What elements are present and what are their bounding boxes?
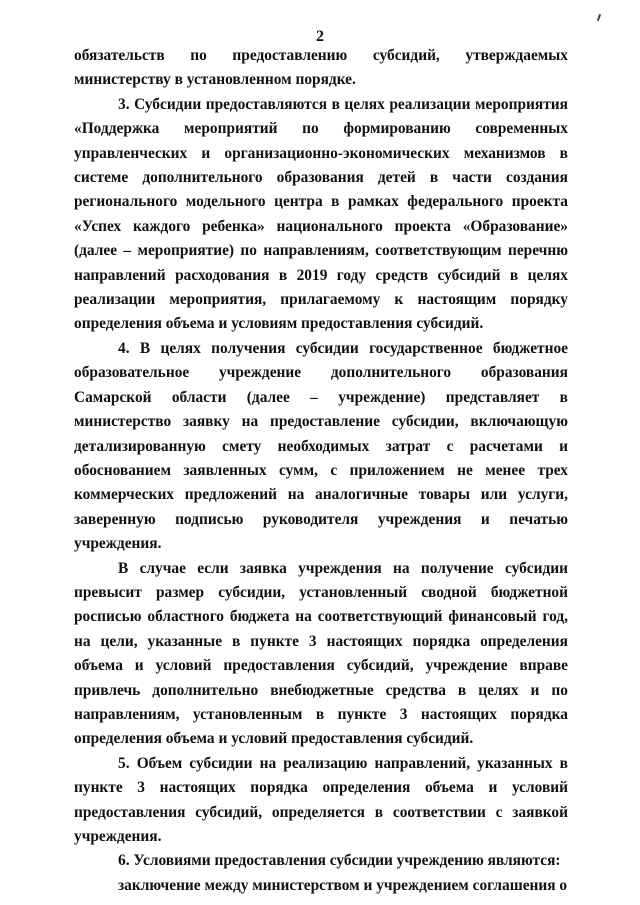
paragraph-item-4: 4. В целях получения субсидии государственное бюджетное образовательное учреждение дополнительного образования Самарской области (далее – учреждение) представляет в министерство заявку на предоставление субсидии, включающую детализированную смету необходимых затрат с расчетами и обоснованием заявленных сумм, с приложением не менее трех коммерческих предложений на аналогичные товары или услуги, заверенную подписью руководителя учреждения и печатью учреждения. — [74, 339, 568, 553]
paragraph-item-3: 3. Субсидии предоставляются в целях реализации мероприятия «Поддержка мероприятий по формированию современных управленческих и организационно-экономических механизмов в системе дополнительного образования детей в части создания регионального модельного центра в рамках федерального проекта «Успех каждого ребенка» национального проекта «Образование» (далее – мероприятие) по направлениям, соответствующим перечню направлений расходования в 2019 году средств субсидий в целях реализации мероприятия, прилагаемому к настоящим порядку определения объема и условиям предоставления субсидий. — [74, 95, 568, 333]
page-number: 2 — [316, 28, 324, 45]
paragraph-item-6: 6. Условиями предоставления субсидии учреждению являются: — [118, 852, 561, 870]
paragraph-item-5: 5. Объем субсидии на реализацию направлений, указанных в пункте 3 настоящих порядка определения объема и условий предоставления субсидий, определяется в соответствии с заявкой учреждения. — [74, 754, 568, 845]
paragraph-excess-request: В случае если заявка учреждения на получение субсидии превысит размер субсидии, установленный сводной бюджетной росписью областного бюджета на соответствующий финансовый год, на цели, указанные в пункте 3 настоящих порядка определения объема и условий предоставления субсидий, учреждение вправе привлечь дополнительно внебюджетные средства в целях и по направлениям, установленным в пункте 3 настоящих порядка определения объема и условий предоставления субсидий. — [74, 559, 568, 748]
document-body — [74, 44, 568, 898]
paragraph-continuation: обязательств по предоставлению субсидий, утверждаемых министерству в установленном порядке. — [74, 47, 568, 89]
scan-mark — [597, 14, 601, 21]
paragraph-agreement: заключение между министерством и учреждением соглашения о — [118, 876, 568, 894]
